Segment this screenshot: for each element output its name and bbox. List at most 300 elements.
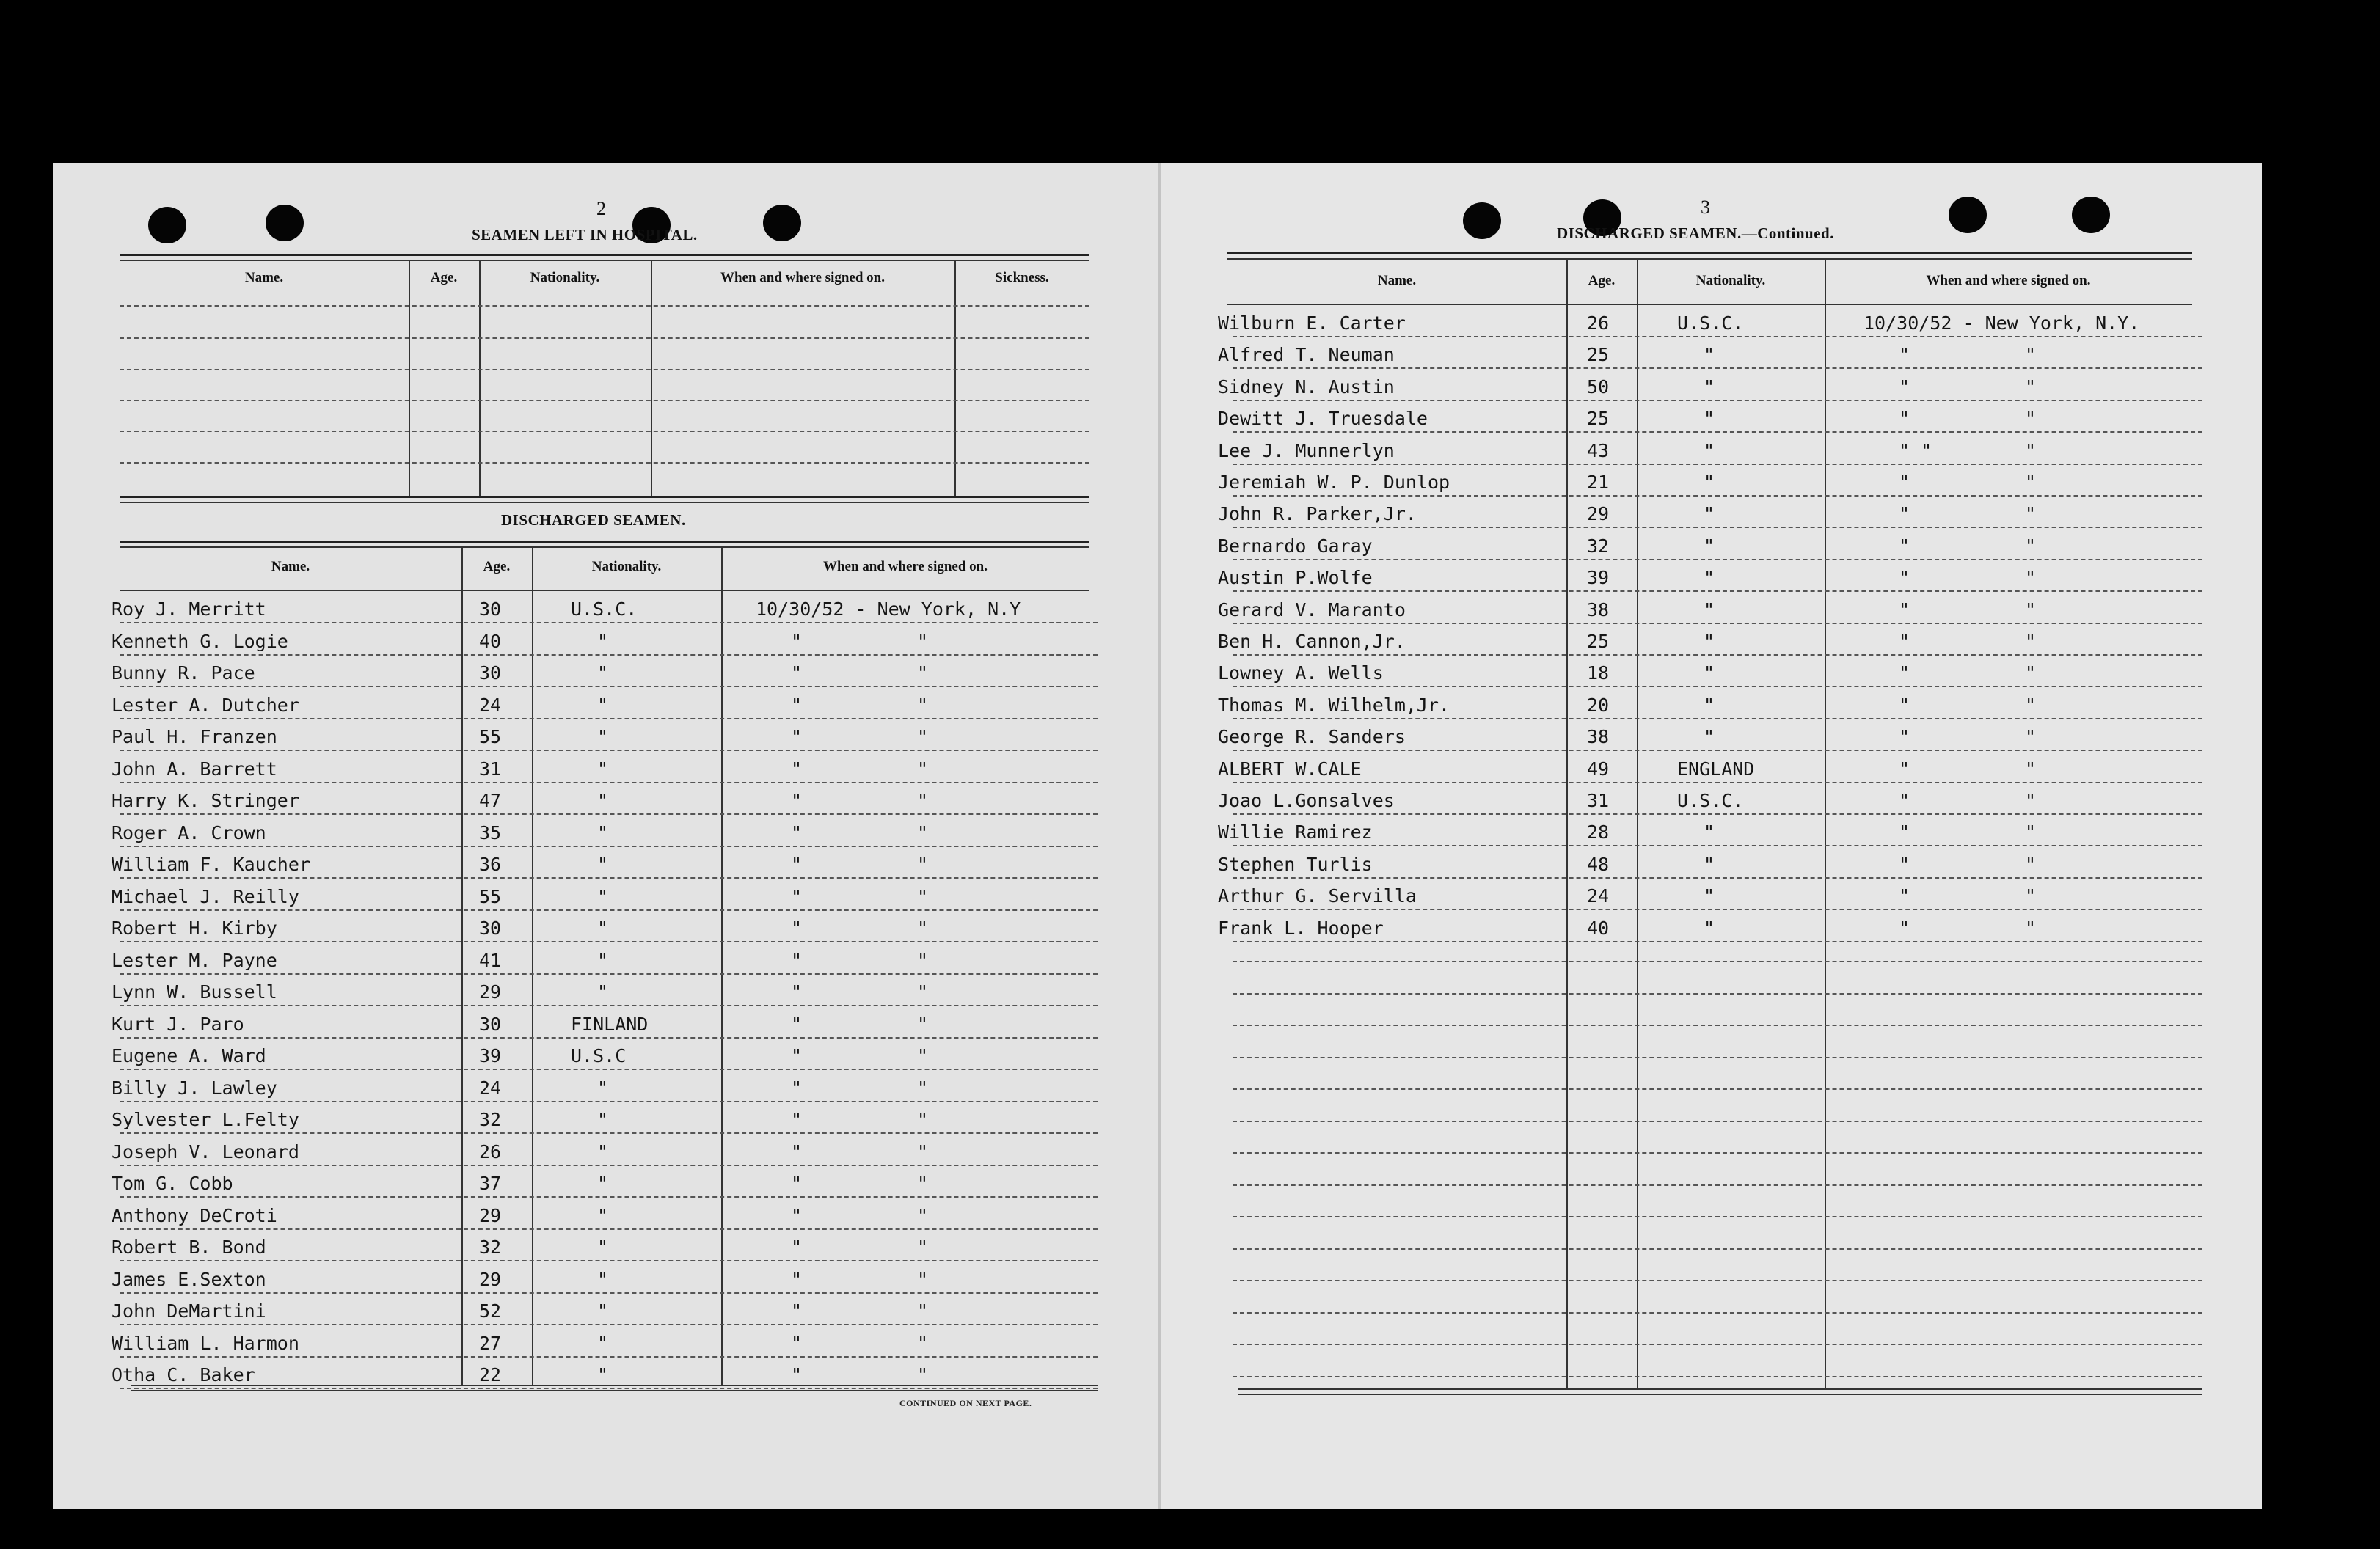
seaman-nationality: " bbox=[1704, 472, 1715, 493]
row-rule bbox=[120, 909, 1098, 911]
signed-on-place: " bbox=[2025, 853, 2037, 875]
seaman-name: Sylvester L.Felty bbox=[112, 1109, 299, 1130]
row-rule bbox=[1233, 686, 2202, 687]
hospital-col-nationality: Nationality. bbox=[530, 270, 600, 285]
seaman-nationality: FINLAND bbox=[571, 1013, 649, 1035]
seaman-age: 31 bbox=[1587, 790, 1610, 811]
empty-row bbox=[1233, 1025, 2202, 1026]
empty-row bbox=[1233, 1184, 2202, 1186]
signed-on-date: " bbox=[791, 1109, 803, 1130]
row-rule bbox=[1233, 367, 2202, 369]
row-rule bbox=[120, 877, 1098, 879]
seaman-age: 27 bbox=[479, 1332, 502, 1354]
discharged-bottom-rule bbox=[131, 1385, 1098, 1386]
seaman-nationality: " bbox=[1704, 503, 1715, 525]
signed-on-place: " bbox=[917, 1300, 929, 1322]
table-top-rule bbox=[1227, 252, 2192, 254]
seaman-age: 29 bbox=[479, 981, 502, 1003]
seaman-nationality: " bbox=[597, 1300, 609, 1322]
hospital-col-sickness: Sickness. bbox=[995, 270, 1049, 285]
seaman-nationality: " bbox=[1704, 598, 1715, 620]
discharged-bottom-rule bbox=[131, 1390, 1098, 1391]
hospital-section-title: SEAMEN LEFT IN HOSPITAL. bbox=[472, 226, 698, 243]
seaman-name: Thomas M. Wilhelm,Jr. bbox=[1218, 694, 1450, 716]
table-top-rule bbox=[120, 254, 1089, 256]
hospital-empty-row bbox=[120, 337, 1089, 339]
seaman-nationality: " bbox=[1704, 726, 1715, 748]
signed-on-place: " bbox=[917, 790, 929, 811]
row-rule bbox=[120, 686, 1098, 687]
seaman-age: 25 bbox=[1587, 631, 1610, 652]
page-fold bbox=[1158, 163, 1161, 1509]
row-rule bbox=[120, 1196, 1098, 1198]
signed-on-place: " bbox=[917, 1332, 929, 1354]
seaman-age: 48 bbox=[1587, 853, 1610, 875]
signed-on-place: " bbox=[2025, 631, 2037, 652]
discharged-top-rule bbox=[120, 541, 1089, 543]
signed-on-date: " bbox=[1899, 726, 1910, 748]
hospital-empty-row bbox=[120, 400, 1089, 401]
seaman-name: Frank L. Hooper bbox=[1218, 917, 1384, 939]
signed-on-place: " bbox=[2025, 503, 2037, 525]
seaman-name: John DeMartini bbox=[112, 1300, 266, 1322]
signed-on-date: " bbox=[1899, 408, 1910, 430]
signed-on-date: " bbox=[1899, 694, 1910, 716]
row-rule bbox=[1233, 495, 2202, 497]
seaman-age: 32 bbox=[479, 1237, 502, 1258]
seaman-name: Harry K. Stringer bbox=[112, 790, 299, 811]
row-rule bbox=[120, 941, 1098, 942]
punch-hole bbox=[266, 205, 304, 241]
signed-on-place: " bbox=[2025, 472, 2037, 493]
seaman-nationality: " bbox=[1704, 408, 1715, 430]
seaman-nationality: " bbox=[1704, 567, 1715, 589]
seaman-name: Sidney N. Austin bbox=[1218, 376, 1395, 398]
signed-on-date: " bbox=[1899, 662, 1910, 684]
row-rule bbox=[120, 1356, 1098, 1358]
seaman-nationality: " bbox=[597, 1268, 609, 1290]
seaman-nationality: " bbox=[597, 1173, 609, 1194]
seaman-name: Roy J. Merritt bbox=[112, 598, 266, 620]
row-rule bbox=[1233, 877, 2202, 879]
empty-row bbox=[1233, 1312, 2202, 1314]
seaman-nationality: " bbox=[1704, 631, 1715, 652]
column-divider bbox=[1637, 258, 1638, 1388]
row-rule bbox=[120, 750, 1098, 751]
seaman-age: 26 bbox=[1587, 312, 1610, 334]
seaman-nationality: " bbox=[597, 790, 609, 811]
seaman-nationality: " bbox=[597, 1332, 609, 1354]
empty-row bbox=[1233, 1216, 2202, 1217]
signed-on-date: " bbox=[791, 918, 803, 939]
seaman-nationality: " bbox=[597, 821, 609, 843]
seaman-nationality: " bbox=[597, 726, 609, 747]
row-rule bbox=[120, 973, 1098, 975]
signed-on-date: " " bbox=[1899, 439, 1932, 461]
empty-row bbox=[1233, 1376, 2202, 1377]
row-rule bbox=[120, 813, 1098, 815]
signed-on-date: " bbox=[791, 694, 803, 716]
seaman-name: Bernardo Garay bbox=[1218, 535, 1373, 557]
seaman-name: Stephen Turlis bbox=[1218, 853, 1373, 875]
seaman-age: 31 bbox=[479, 758, 502, 780]
signed-on-date: " bbox=[1899, 344, 1910, 366]
row-rule bbox=[1233, 559, 2202, 560]
seaman-name: Joseph V. Leonard bbox=[112, 1140, 299, 1162]
signed-on-place: " bbox=[2025, 535, 2037, 557]
seaman-name: Dewitt J. Truesdale bbox=[1218, 408, 1428, 430]
seaman-name: William L. Harmon bbox=[112, 1332, 299, 1354]
empty-row bbox=[1233, 1280, 2202, 1281]
signed-on-place: " bbox=[2025, 439, 2037, 461]
signed-on-date: " bbox=[791, 1013, 803, 1035]
hospital-col-name: Name. bbox=[244, 270, 284, 285]
seaman-age: 39 bbox=[1587, 567, 1610, 589]
discharged-col-nationality: Nationality. bbox=[591, 559, 662, 574]
seaman-nationality: " bbox=[597, 694, 609, 716]
signed-on-place: " bbox=[917, 949, 929, 971]
row-rule bbox=[1233, 845, 2202, 846]
seaman-age: 47 bbox=[479, 790, 502, 811]
signed-on-place: " bbox=[917, 1077, 929, 1099]
discharged-col-age: Age. bbox=[483, 559, 511, 574]
row-rule bbox=[1233, 336, 2202, 337]
signed-on-place: " bbox=[2025, 726, 2037, 748]
seaman-nationality: " bbox=[1704, 439, 1715, 461]
signed-on-date: " bbox=[791, 1204, 803, 1226]
seaman-name: John A. Barrett bbox=[112, 758, 277, 780]
seaman-nationality: " bbox=[1704, 344, 1715, 366]
seaman-nationality: " bbox=[597, 854, 609, 875]
seaman-nationality: " bbox=[1704, 376, 1715, 398]
seaman-age: 52 bbox=[479, 1300, 502, 1322]
seaman-age: 36 bbox=[479, 854, 502, 875]
seaman-age: 25 bbox=[1587, 344, 1610, 366]
row-rule bbox=[120, 1037, 1098, 1039]
column-divider bbox=[532, 546, 533, 1385]
punch-hole bbox=[1949, 197, 1987, 233]
seaman-name: Wilburn E. Carter bbox=[1218, 312, 1406, 334]
signed-on-place: " bbox=[917, 758, 929, 780]
seaman-name: Lester A. Dutcher bbox=[112, 694, 299, 716]
seaman-nationality: " bbox=[597, 1204, 609, 1226]
hospital-col-age: Age. bbox=[430, 270, 458, 285]
seaman-nationality: " bbox=[597, 1237, 609, 1258]
seaman-nationality: " bbox=[1704, 535, 1715, 557]
row-rule bbox=[1233, 654, 2202, 656]
signed-on-date: " bbox=[791, 1077, 803, 1099]
hospital-col-signed: When and where signed on. bbox=[720, 270, 885, 285]
seaman-age: 40 bbox=[1587, 917, 1610, 939]
signed-on-place: " bbox=[2025, 376, 2037, 398]
row-rule bbox=[120, 1260, 1098, 1261]
row-rule bbox=[1233, 813, 2202, 815]
discharged-top-rule bbox=[120, 546, 1089, 548]
seaman-name: Alfred T. Neuman bbox=[1218, 344, 1395, 366]
right-bottom-rule bbox=[1238, 1394, 2202, 1395]
seaman-nationality: " bbox=[1704, 821, 1715, 843]
seaman-name: Willie Ramirez bbox=[1218, 821, 1373, 843]
row-rule bbox=[120, 1324, 1098, 1325]
seaman-name: Roger A. Crown bbox=[112, 821, 266, 843]
signed-on-date: " bbox=[1899, 758, 1910, 780]
column-divider bbox=[1825, 258, 1826, 1388]
seaman-age: 49 bbox=[1587, 758, 1610, 780]
seaman-age: 37 bbox=[479, 1173, 502, 1194]
seaman-nationality: " bbox=[597, 885, 609, 907]
seaman-age: 29 bbox=[1587, 503, 1610, 525]
signed-on-place: " bbox=[917, 694, 929, 716]
seaman-nationality: " bbox=[1704, 694, 1715, 716]
seaman-name: Ben H. Cannon,Jr. bbox=[1218, 631, 1406, 652]
seaman-age: 24 bbox=[1587, 885, 1610, 907]
signed-on-date: " bbox=[791, 790, 803, 811]
seaman-age: 20 bbox=[1587, 694, 1610, 716]
empty-row bbox=[1233, 1248, 2202, 1250]
right-col-nationality: Nationality. bbox=[1695, 273, 1766, 288]
discharged-col-signed: When and where signed on. bbox=[822, 559, 988, 574]
seaman-name: John R. Parker,Jr. bbox=[1218, 503, 1417, 525]
seaman-age: 32 bbox=[479, 1109, 502, 1130]
seaman-name: Arthur G. Servilla bbox=[1218, 885, 1417, 907]
signed-on-place: " bbox=[2025, 598, 2037, 620]
seaman-nationality: U.S.C. bbox=[571, 598, 638, 620]
signed-on-place: " bbox=[2025, 344, 2037, 366]
seaman-age: 24 bbox=[479, 694, 502, 716]
signed-on-date: " bbox=[791, 1173, 803, 1194]
hospital-empty-row bbox=[120, 462, 1089, 464]
seaman-name: Lowney A. Wells bbox=[1218, 662, 1384, 684]
signed-on-place: " bbox=[917, 885, 929, 907]
signed-on-date: " bbox=[791, 1140, 803, 1162]
row-rule bbox=[120, 1292, 1098, 1294]
seaman-name: Lynn W. Bussell bbox=[112, 981, 277, 1003]
signed-on-place: " bbox=[2025, 567, 2037, 589]
seaman-name: Michael J. Reilly bbox=[112, 885, 299, 907]
hospital-empty-row bbox=[120, 431, 1089, 432]
seaman-name: Robert B. Bond bbox=[112, 1237, 266, 1258]
seaman-age: 29 bbox=[479, 1204, 502, 1226]
seaman-nationality: " bbox=[597, 918, 609, 939]
seaman-name: Lester M. Payne bbox=[112, 949, 277, 971]
punch-hole bbox=[763, 205, 801, 241]
signed-on-place: " bbox=[917, 1013, 929, 1035]
seaman-age: 55 bbox=[479, 885, 502, 907]
seaman-nationality: U.S.C bbox=[571, 1045, 627, 1066]
seaman-nationality: ENGLAND bbox=[1677, 758, 1755, 780]
signed-on-date: " bbox=[1899, 598, 1910, 620]
signed-on-place: " bbox=[917, 630, 929, 652]
continued-footer: CONTINUED ON NEXT PAGE. bbox=[899, 1398, 1032, 1408]
signed-on-date: " bbox=[1899, 503, 1910, 525]
row-rule bbox=[1233, 750, 2202, 751]
hospital-column-divider bbox=[479, 260, 481, 496]
signed-on-place: " bbox=[917, 1268, 929, 1290]
signed-on-place: " bbox=[2025, 662, 2037, 684]
seaman-age: 30 bbox=[479, 1013, 502, 1035]
seaman-name: William F. Kaucher bbox=[112, 854, 310, 875]
seaman-age: 28 bbox=[1587, 821, 1610, 843]
row-rule bbox=[1233, 431, 2202, 433]
seaman-nationality: " bbox=[597, 1364, 609, 1385]
continued-section-title: DISCHARGED SEAMEN.—Continued. bbox=[1557, 224, 1834, 242]
discharged-header-rule bbox=[120, 590, 1089, 591]
seaman-age: 30 bbox=[479, 598, 502, 620]
row-rule bbox=[120, 1069, 1098, 1070]
signed-on-date: " bbox=[791, 630, 803, 652]
seaman-nationality: " bbox=[1704, 662, 1715, 684]
seaman-name: Kenneth G. Logie bbox=[112, 630, 288, 652]
right-bottom-rule bbox=[1238, 1388, 2202, 1390]
signed-on-place: " bbox=[2025, 917, 2037, 939]
signed-on-date: " bbox=[1899, 567, 1910, 589]
hospital-column-divider bbox=[954, 260, 956, 496]
signed-on-date: " bbox=[1899, 917, 1910, 939]
seaman-name: Lee J. Munnerlyn bbox=[1218, 439, 1395, 461]
signed-on-place: " bbox=[917, 918, 929, 939]
punch-hole bbox=[1463, 202, 1501, 239]
seaman-age: 38 bbox=[1587, 598, 1610, 620]
signed-on-date: " bbox=[791, 1364, 803, 1385]
signed-on-date: " bbox=[791, 726, 803, 747]
signed-on-date: " bbox=[791, 662, 803, 684]
signed-on-date: " bbox=[791, 854, 803, 875]
hospital-column-divider bbox=[651, 260, 652, 496]
page-number: 3 bbox=[1701, 197, 1710, 218]
seaman-age: 55 bbox=[479, 726, 502, 747]
seaman-age: 38 bbox=[1587, 726, 1610, 748]
seaman-nationality: " bbox=[597, 662, 609, 684]
signed-on-place: " bbox=[2025, 758, 2037, 780]
hospital-empty-row bbox=[120, 305, 1089, 307]
seaman-name: Jeremiah W. P. Dunlop bbox=[1218, 472, 1450, 493]
seaman-name: Joao L.Gonsalves bbox=[1218, 790, 1395, 811]
signed-on-place: " bbox=[2025, 790, 2037, 811]
row-rule bbox=[1233, 718, 2202, 719]
seaman-age: 24 bbox=[479, 1077, 502, 1099]
punch-hole bbox=[2072, 197, 2110, 233]
seaman-nationality: " bbox=[597, 949, 609, 971]
column-divider bbox=[1566, 258, 1568, 1388]
seaman-name: Robert H. Kirby bbox=[112, 918, 277, 939]
seaman-name: Kurt J. Paro bbox=[112, 1013, 244, 1035]
seaman-name: Gerard V. Maranto bbox=[1218, 598, 1406, 620]
seaman-nationality: U.S.C. bbox=[1677, 790, 1744, 811]
seaman-age: 30 bbox=[479, 662, 502, 684]
discharged-section-title: DISCHARGED SEAMEN. bbox=[501, 511, 686, 529]
page-number: 2 bbox=[596, 198, 606, 219]
row-rule bbox=[1233, 941, 2202, 942]
seaman-age: 30 bbox=[479, 918, 502, 939]
right-header-rule bbox=[1227, 304, 2192, 305]
signed-on-date: 10/30/52 - New York, N.Y. bbox=[1864, 312, 2140, 334]
seaman-age: 26 bbox=[479, 1140, 502, 1162]
row-rule bbox=[120, 1132, 1098, 1134]
row-rule bbox=[1233, 400, 2202, 401]
row-rule bbox=[1233, 623, 2202, 624]
hospital-empty-row bbox=[120, 369, 1089, 370]
seaman-nationality: " bbox=[597, 758, 609, 780]
right-col-signed: When and where signed on. bbox=[1926, 273, 2091, 288]
signed-on-date: " bbox=[1899, 853, 1910, 875]
table-top-rule bbox=[1227, 258, 2192, 260]
seaman-name: Eugene A. Ward bbox=[112, 1045, 266, 1066]
right-col-name: Name. bbox=[1377, 273, 1417, 288]
empty-row bbox=[1233, 1344, 2202, 1345]
seaman-age: 29 bbox=[479, 1268, 502, 1290]
empty-row bbox=[1233, 1152, 2202, 1154]
seaman-age: 25 bbox=[1587, 408, 1610, 430]
signed-on-date: " bbox=[1899, 535, 1910, 557]
seaman-nationality: " bbox=[1704, 885, 1715, 907]
seaman-age: 41 bbox=[479, 949, 502, 971]
signed-on-place: " bbox=[917, 854, 929, 875]
column-divider bbox=[721, 546, 723, 1385]
signed-on-place: " bbox=[2025, 408, 2037, 430]
seaman-name: Otha C. Baker bbox=[112, 1364, 255, 1385]
signed-on-date: " bbox=[791, 1332, 803, 1354]
signed-on-date: " bbox=[791, 949, 803, 971]
row-rule bbox=[1233, 464, 2202, 465]
signed-on-date: " bbox=[791, 1268, 803, 1290]
row-rule bbox=[120, 1228, 1098, 1230]
seaman-age: 40 bbox=[479, 630, 502, 652]
signed-on-place: " bbox=[917, 1237, 929, 1258]
signed-on-date: " bbox=[791, 981, 803, 1003]
row-rule bbox=[120, 782, 1098, 783]
seaman-nationality: " bbox=[1704, 853, 1715, 875]
row-rule bbox=[1233, 527, 2202, 528]
punch-hole bbox=[148, 207, 186, 243]
signed-on-date: " bbox=[791, 1300, 803, 1322]
row-rule bbox=[120, 718, 1098, 719]
seaman-name: ALBERT W.CALE bbox=[1218, 758, 1362, 780]
signed-on-date: " bbox=[1899, 790, 1910, 811]
signed-on-place: " bbox=[917, 1173, 929, 1194]
seaman-nationality: " bbox=[597, 1109, 609, 1130]
seaman-name: James E.Sexton bbox=[112, 1268, 266, 1290]
signed-on-date: " bbox=[1899, 631, 1910, 652]
empty-row bbox=[1233, 1088, 2202, 1090]
seaman-nationality: " bbox=[1704, 917, 1715, 939]
seaman-nationality: U.S.C. bbox=[1677, 312, 1744, 334]
row-rule bbox=[120, 1005, 1098, 1006]
row-rule bbox=[1233, 909, 2202, 910]
empty-row bbox=[1233, 993, 2202, 995]
signed-on-place: " bbox=[917, 1140, 929, 1162]
seaman-name: George R. Sanders bbox=[1218, 726, 1406, 748]
signed-on-place: " bbox=[2025, 821, 2037, 843]
seaman-name: Bunny R. Pace bbox=[112, 662, 255, 684]
row-rule bbox=[120, 622, 1098, 623]
signed-on-date: " bbox=[791, 1045, 803, 1066]
signed-on-place: " bbox=[917, 662, 929, 684]
row-rule bbox=[120, 1388, 1098, 1389]
seaman-age: 39 bbox=[479, 1045, 502, 1066]
signed-on-place: " bbox=[2025, 885, 2037, 907]
signed-on-date: " bbox=[1899, 821, 1910, 843]
row-rule bbox=[120, 846, 1098, 847]
empty-row bbox=[1233, 1121, 2202, 1122]
empty-row bbox=[1233, 1057, 2202, 1058]
table-header-rule bbox=[120, 260, 1089, 261]
seaman-nationality: " bbox=[597, 630, 609, 652]
seaman-age: 50 bbox=[1587, 376, 1610, 398]
row-rule bbox=[120, 1101, 1098, 1102]
seaman-age: 35 bbox=[479, 821, 502, 843]
seaman-name: Tom G. Cobb bbox=[112, 1173, 233, 1194]
hospital-column-divider bbox=[409, 260, 410, 496]
